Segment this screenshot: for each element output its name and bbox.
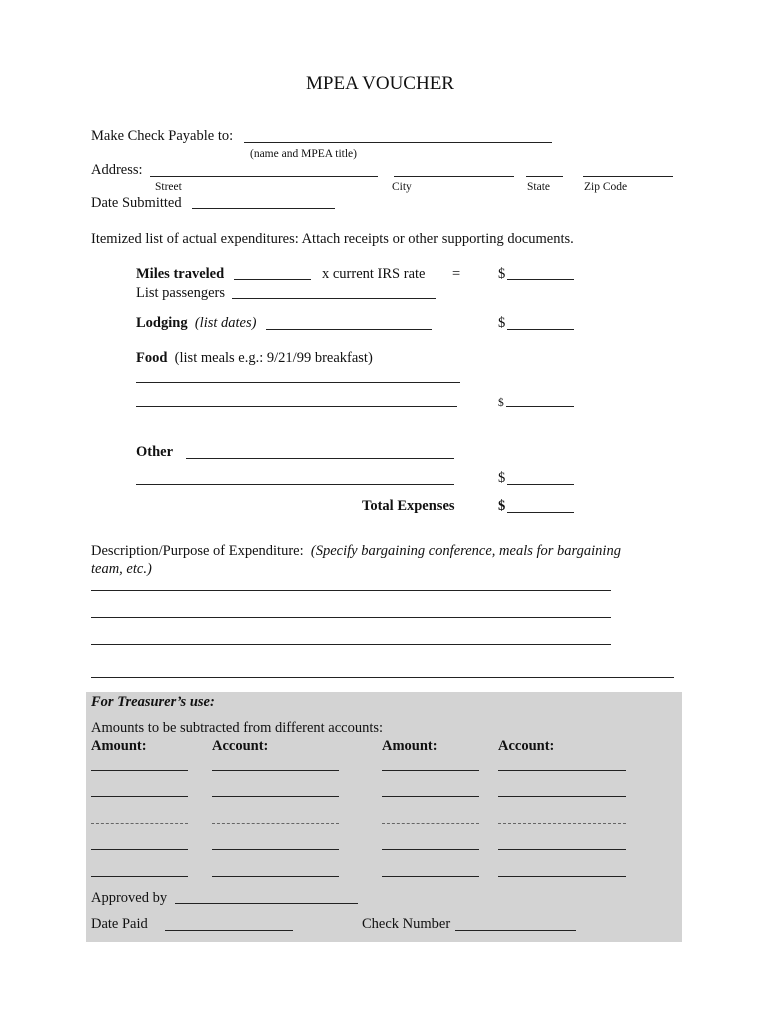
lodging-amount-field[interactable] <box>507 329 574 330</box>
state-field[interactable] <box>526 176 563 177</box>
equals-sign: = <box>452 266 461 282</box>
amount-1-row-2[interactable] <box>91 796 188 797</box>
food-line-1[interactable] <box>136 382 460 383</box>
payee-label: Make Check Payable to: <box>91 128 234 144</box>
miles-dollar-sign: $ <box>498 266 506 282</box>
irs-rate-label: x current IRS rate <box>322 266 426 282</box>
account-2-row-1[interactable] <box>498 770 626 771</box>
total-label: Total Expenses <box>362 498 455 514</box>
street-field[interactable] <box>150 176 378 177</box>
accounts-note: Amounts to be subtracted from different accounts: <box>91 720 384 736</box>
description-line-1[interactable] <box>91 590 611 591</box>
approved-by-field[interactable] <box>175 903 358 904</box>
food-label: Food <box>136 350 168 366</box>
amount-2-row-4[interactable] <box>382 849 479 850</box>
passengers-field[interactable] <box>232 298 436 299</box>
date-paid-label: Date Paid <box>91 916 148 932</box>
street-caption: Street <box>155 181 182 193</box>
description-line-4[interactable] <box>91 677 674 678</box>
payee-field[interactable] <box>244 142 552 143</box>
account-2-row-3[interactable] <box>498 823 626 824</box>
check-number-field[interactable] <box>455 930 576 931</box>
total-dollar-sign: $ <box>498 498 506 514</box>
date-submitted-field[interactable] <box>192 208 335 209</box>
food-amount-field[interactable] <box>506 406 574 407</box>
food-line-2[interactable] <box>136 406 457 407</box>
city-field[interactable] <box>394 176 514 177</box>
account-1-row-1[interactable] <box>212 770 339 771</box>
other-amount-field[interactable] <box>507 484 574 485</box>
other-line-1[interactable] <box>186 458 454 459</box>
zip-caption: Zip Code <box>584 181 628 193</box>
amount-2-row-1[interactable] <box>382 770 479 771</box>
total-amount-field[interactable] <box>507 512 574 513</box>
account-1-row-3[interactable] <box>212 823 339 824</box>
food-hint: (list meals e.g.: 9/21/99 breakfast) <box>174 350 373 366</box>
city-caption: City <box>392 181 412 193</box>
lodging-label: Lodging <box>136 315 188 331</box>
food-dollar-sign: $ <box>498 397 504 409</box>
description-line-2[interactable] <box>91 617 611 618</box>
amount-1-row-4[interactable] <box>91 849 188 850</box>
amount-2-row-2[interactable] <box>382 796 479 797</box>
column-amount-1: Amount: <box>91 738 147 754</box>
amount-2-row-3[interactable] <box>382 823 479 824</box>
amount-1-row-3[interactable] <box>91 823 188 824</box>
description-row <box>91 543 621 559</box>
miles-label: Miles traveled <box>136 266 225 282</box>
column-amount-2: Amount: <box>382 738 438 754</box>
miles-field[interactable] <box>234 279 311 280</box>
lodging-hint: (list dates) <box>194 315 257 331</box>
description-line-3[interactable] <box>91 644 611 645</box>
payee-hint: (name and MPEA title) <box>250 148 357 160</box>
lodging-dates-field[interactable] <box>266 329 432 330</box>
food-row <box>136 350 373 366</box>
description-hint-continued: team, etc.) <box>91 561 152 577</box>
itemized-instructions: Itemized list of actual expenditures: Attach receipts or other supporting documents. <box>91 231 574 247</box>
zip-field[interactable] <box>583 176 673 177</box>
check-number-label: Check Number <box>362 916 451 932</box>
date-paid-field[interactable] <box>165 930 293 931</box>
page-title: MPEA VOUCHER <box>306 73 454 94</box>
description-hint: (Specify bargaining conference, meals for bargaining <box>310 543 621 559</box>
account-1-row-5[interactable] <box>212 876 339 877</box>
amount-2-row-5[interactable] <box>382 876 479 877</box>
lodging-dollar-sign: $ <box>498 315 506 331</box>
amount-1-row-5[interactable] <box>91 876 188 877</box>
miles-amount-field[interactable] <box>507 279 574 280</box>
treasurer-section <box>86 692 682 942</box>
description-label: Description/Purpose of Expenditure: <box>91 543 304 559</box>
address-label: Address: <box>91 162 143 178</box>
lodging-row <box>136 315 256 331</box>
passengers-label: List passengers <box>136 285 225 301</box>
column-account-2: Account: <box>498 738 555 754</box>
account-1-row-2[interactable] <box>212 796 339 797</box>
other-dollar-sign: $ <box>498 470 506 486</box>
other-line-2[interactable] <box>136 484 454 485</box>
approved-by-label: Approved by <box>91 890 168 906</box>
amount-1-row-1[interactable] <box>91 770 188 771</box>
date-submitted-label: Date Submitted <box>91 195 182 211</box>
column-account-1: Account: <box>212 738 269 754</box>
state-caption: State <box>527 181 550 193</box>
account-2-row-4[interactable] <box>498 849 626 850</box>
account-2-row-5[interactable] <box>498 876 626 877</box>
treasurer-heading: For Treasurer’s use: <box>91 694 215 710</box>
account-1-row-4[interactable] <box>212 849 339 850</box>
other-label: Other <box>136 444 174 460</box>
account-2-row-2[interactable] <box>498 796 626 797</box>
